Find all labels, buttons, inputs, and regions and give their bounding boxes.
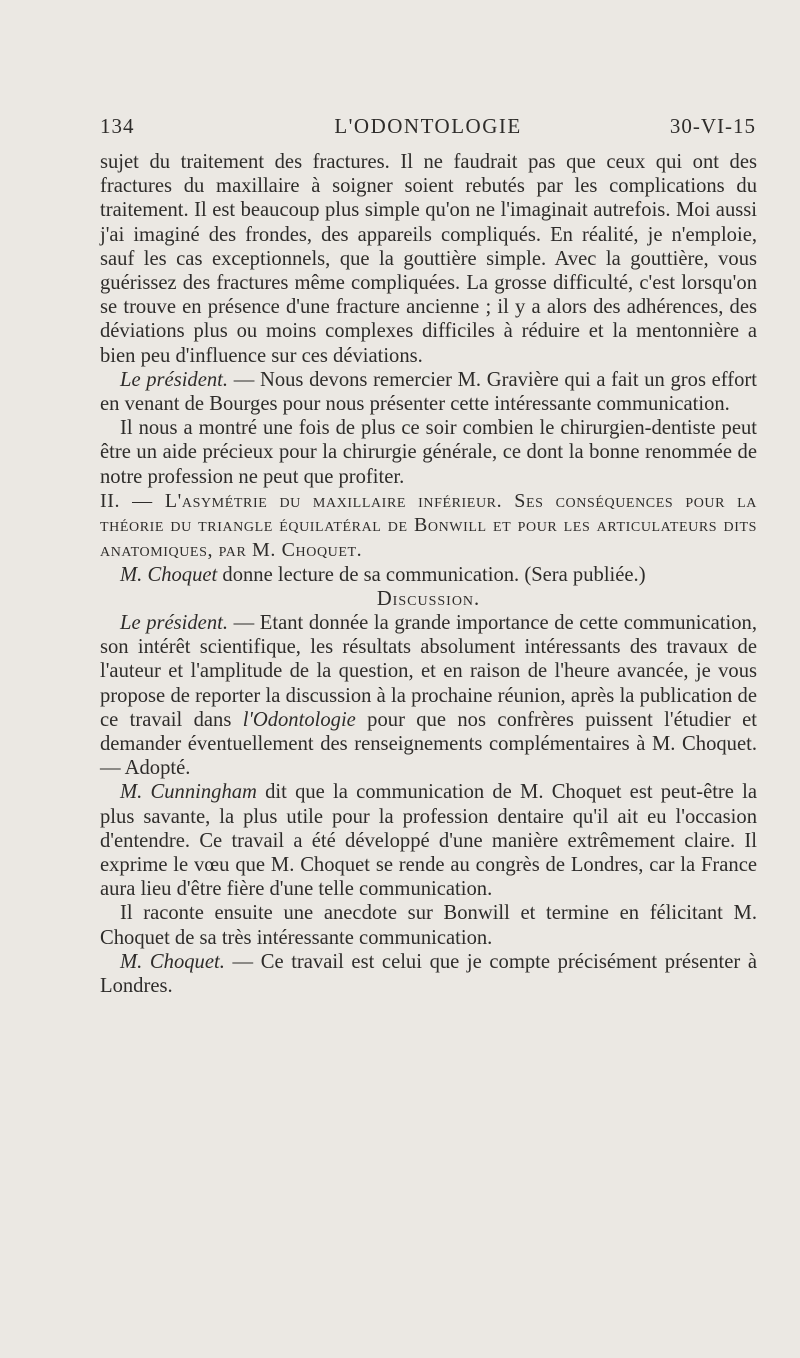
paragraph-president-thanks	[100, 368, 757, 416]
speech-text: — Etant donnée la grande importance de cette communication, son intérêt scientifique, les résultats absolument intéressants des travaux de l'auteur et l'amplitude de la question, et en raison de l'heure avancée, je vous propose de reporter la discussion à la prochaine réunion, après la publication de ce travail dans	[100, 612, 757, 731]
speaker-name: Le président.	[120, 612, 228, 635]
page-number: 134	[100, 114, 135, 138]
running-header	[100, 114, 756, 144]
speaker-name: M. Choquet.	[120, 950, 225, 973]
speech-text: dit que la communication de M. Choquet est peut-être la plus savante, la plus utile pour la profession dentaire qu'il ait eu l'occasion d'entendre. Ce travail a été développé d'une manière extrêmement claire. Il exprime le vœu que M. Choquet se rende au congrès de Londres, car la France aura lieu d'être fière d'une telle communication.	[100, 781, 757, 901]
speech-text: pour que nos confrères puissent l'étudier et demander éventuellement des renseignements complémentaires à M. Choquet. — Adopté.	[100, 708, 757, 780]
speaker-name: M. Cunningham	[120, 781, 257, 804]
body-text	[100, 150, 757, 998]
paragraph-president-continued: Il nous a montré une fois de plus ce soir combien le chirurgien-dentiste peut être un aide précieux pour la chirurgie générale, ce dont la bonne renommée de notre profession ne peut que profiter.	[100, 417, 757, 488]
paragraph-anecdote: Il raconte ensuite une anecdote sur Bonwill et termine en félicitant M. Choquet de sa très intéressante communication.	[100, 902, 757, 949]
speech-text: — Nous devons remercier M. Gravière qui a fait un gros effort en venant de Bourges pour nous présenter cette intéressante communication.	[100, 368, 757, 416]
paragraph-choquet-reply	[100, 950, 757, 998]
issue-date: 30-VI-15	[669, 114, 756, 138]
speech-text: — Ce travail est celui que je compte précisément présenter à Londres.	[100, 950, 757, 998]
journal-title: L'ODONTOLOGIE	[334, 114, 522, 138]
paragraph-cunningham	[100, 780, 757, 901]
paragraph-continued: sujet du traitement des fractures. Il ne faudrait pas que ceux qui ont des fractures du maxillaire à soigner soient rebutés par les complications du traitement. Il est beaucoup plus simple qu'on ne l'imaginait autrefois. Moi aussi j'ai imaginé des frondes, des appareils compliqués. En réalité, je n'emploie, sauf les cas exceptionnels, que la gouttière simple. Avec la gouttière, vous guérissez des fractures même compliquées. La grosse difficulté, c'est lorsqu'on se trouve en présence d'une fracture ancienne ; il y a alors des adhérences, des déviations plus ou moins complexes difficiles à réduire et la mentonnière a bien peu d'influence sur ces déviations.	[100, 151, 757, 367]
paragraph-president-proposal	[100, 611, 757, 780]
speaker-name: Le président.	[120, 368, 229, 391]
section-heading: II. — L'asymétrie du maxillaire inférieur. Ses conséquences pour la théorie du triangle équilatéral de Bonwill et pour les articulateurs dits anatomiques, par M. Choquet.	[100, 489, 757, 562]
journal-name: l'Odontologie	[242, 708, 356, 731]
paragraph-choquet-reading	[100, 563, 757, 587]
discussion-heading: Discussion.	[376, 587, 481, 610]
speech-text: donne lecture de sa communication. (Sera publiée.)	[217, 563, 646, 586]
speaker-name: M. Choquet	[120, 563, 218, 586]
